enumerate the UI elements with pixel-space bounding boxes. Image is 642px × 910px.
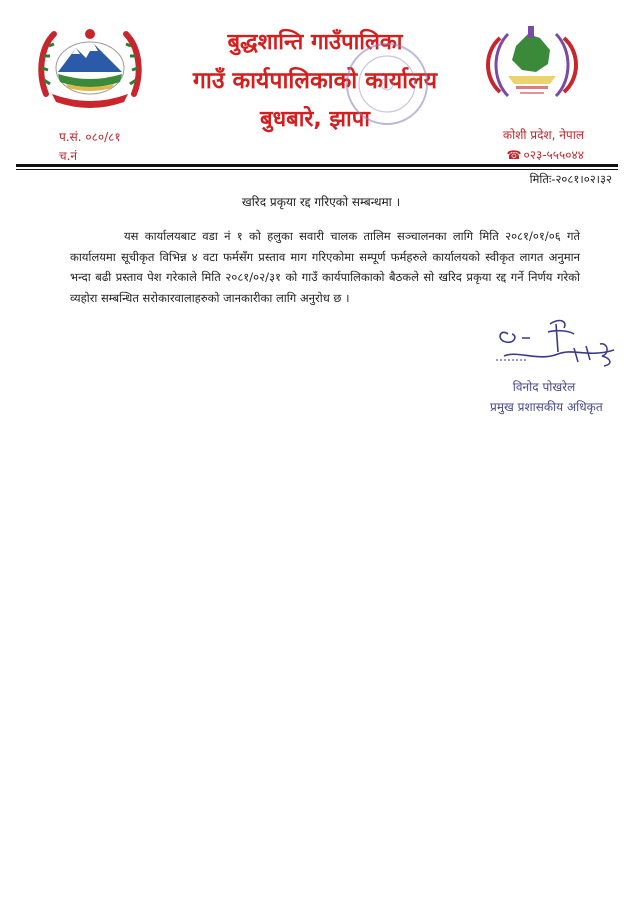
handwritten-signature xyxy=(478,314,628,376)
signatory-title: प्रमुख प्रशासकीय अधिकृत xyxy=(490,400,603,414)
telephone-icon: ☎ xyxy=(506,148,522,162)
letter-body: यस कार्यालयबाट वडा नं १ को हलुका सवारी चालक तालिम सञ्चालनका लागि मिति २०८१/०१/०६ गते कार्यालयमा सूचीकृत विभिन्न ४ वटा फर्मसँग प्रस्ताव माग गरिएकोमा सम्पूर्ण फर्महरुले कार्यालयको स्वीकृत लागत अनुमान भन्दा बढी प्रस्ताव पेश गरेकाले मिति २०८१/०२/३१ को गाउँ कार्यपालिकाको बैठकले सो खरिद प्रकृया रद्द गर्ने निर्णय गरेको व्यहोरा सम्बन्धित सरोकारवालाहरुको जानकारीका लागि अनुरोध छ । xyxy=(70,229,580,305)
office-location: बुधबारे, झापा xyxy=(260,107,370,132)
phone-number: ०२३-५५५०४४ xyxy=(523,148,584,162)
province-label: कोशी प्रदेश, नेपाल xyxy=(502,128,584,142)
dispatch-number: च.नं xyxy=(59,149,78,163)
header-divider xyxy=(16,164,618,167)
municipality-logo-icon xyxy=(478,20,586,106)
nepal-coat-of-arms-icon xyxy=(36,24,144,108)
reference-number: प.सं. ०८०/८१ xyxy=(59,130,121,144)
municipality-name: बुद्धशान्ति गाउँपालिका xyxy=(227,30,403,55)
phone-line xyxy=(507,146,584,163)
office-stamp-icon xyxy=(342,40,432,128)
letter-subject: खरिद प्रकृया रद्द गरिएको सम्बन्धमा । xyxy=(241,195,401,209)
letter-date: मितिः-२०८१।०२।३२ xyxy=(529,172,612,186)
header-divider-thin xyxy=(16,169,618,170)
signatory-name: विनोद पोखरेल xyxy=(512,380,576,394)
office-name: गाउँ कार्यपालिकाको कार्यालय xyxy=(192,68,438,94)
